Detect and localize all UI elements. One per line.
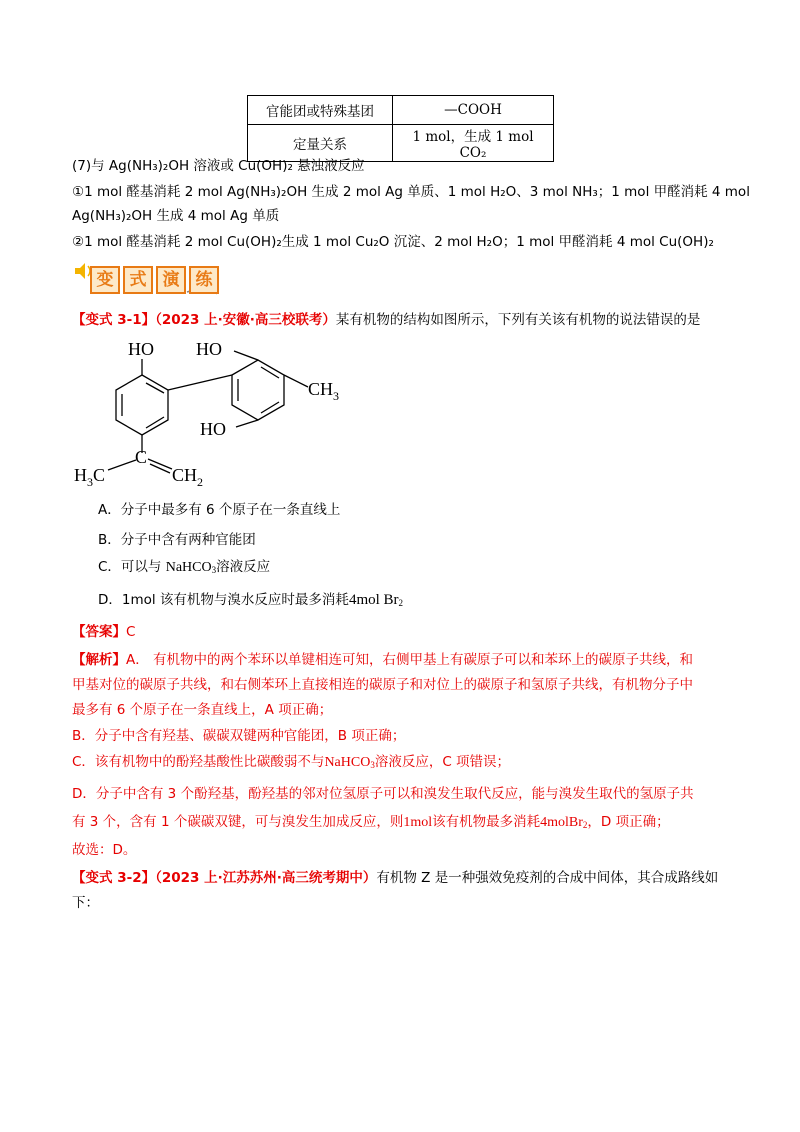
label-ch3: $CH_3$: [308, 379, 340, 403]
question-3-2-header: [72, 868, 718, 888]
option-d: D．1mol 该有机物与溴水反应时最多消耗4mol $Br_2$: [98, 592, 404, 608]
analysis-conclusion: 故选：D。: [72, 842, 137, 858]
table-cell: 官能团或特殊基团: [248, 96, 393, 125]
analysis-a-line-2: 甲基对位的碳原子共线，和右侧苯环上直接相连的碳原子和对位上的碳原子和氢原子共线，有机物分子中: [72, 677, 693, 693]
label-h3c: $H_3C$: [74, 465, 106, 489]
analysis-b: B．分子中含有羟基、碳碳双键两种官能团，B 项正确；: [72, 728, 406, 744]
answer-tag: 【答案】: [72, 624, 126, 640]
table-cell: 定量关系: [248, 125, 393, 162]
option-c: C．可以与 NaHCO$_3$溶液反应: [98, 559, 271, 575]
question-stem: 某有机物的结构如图所示，下列有关该有机物的说法错误的是: [335, 312, 701, 328]
analysis-a-line-1: 【解析】A． 有机物中的两个苯环以单键相连可知，右侧甲基上有碳原子可以和苯环上的碳原子共线，和: [72, 652, 694, 668]
answer-value: C: [126, 624, 136, 640]
question-3-1-header: [72, 310, 700, 330]
label-ho-top-left: HO: [128, 339, 154, 359]
analysis-c: C．该有机物中的酚羟基酸性比碳酸弱不与NaHCO$_3$溶液反应，C 项错误；: [72, 754, 511, 770]
label-ho-top-right: HO: [196, 339, 222, 359]
option-b: B．分子中含有两种官能团: [98, 532, 256, 548]
section-7-item-2: ②1 mol 醛基消耗 2 mol Cu(OH)₂生成 1 mol Cu₂O 沉淀、2 mol H₂O；1 mol 甲醛消耗 4 mol Cu(OH)₂: [72, 234, 714, 250]
banner-char: 练: [189, 266, 219, 294]
molecule-structure: [70, 335, 370, 495]
analysis-a-line-3: 最多有 6 个原子在一条直线上，A 项正确；: [72, 702, 333, 718]
section-7-title: (7)与 Ag(NH₃)₂OH 溶液或 Cu(OH)₂ 悬浊液反应: [72, 158, 365, 174]
table-row: [248, 96, 554, 125]
section-7-item-1a: ①1 mol 醛基消耗 2 mol Ag(NH₃)₂OH 生成 2 mol Ag 单质、1 mol H₂O、3 mol NH₃；1 mol 甲醛消耗 4 mol: [72, 184, 750, 200]
label-c: C: [135, 447, 148, 467]
question-stem: 有机物 Z 是一种强效免疫剂的合成中间体，其合成路线如: [376, 870, 719, 886]
question-tag: 【变式 3-1】: [72, 312, 156, 328]
question-source: （2023 上·江苏苏州·高三统考期中）: [155, 870, 377, 886]
table-cell: —COOH: [393, 96, 554, 125]
label-ho-bottom: HO: [200, 419, 226, 439]
analysis-d-line-2: 有 3 个，含有 1 个碳碳双键，可与溴发生加成反应，则1mol该有机物最多消耗4molBr$_2$，D 项正确；: [72, 814, 670, 830]
quantity-table: [247, 95, 554, 162]
table-cell: 1 mol，生成 1 mol CO₂: [393, 125, 554, 162]
question-3-2-stem-continued: 下：: [72, 895, 99, 911]
section-7-item-1b: Ag(NH₃)₂OH 生成 4 mol Ag 单质: [72, 208, 280, 224]
label-ch2: $CH_2$: [172, 465, 204, 489]
question-tag: 【变式 3-2】: [72, 870, 156, 886]
banner-char: 演: [156, 266, 186, 294]
banner-char: 变: [90, 266, 120, 294]
variant-practice-banner: [72, 258, 222, 298]
answer-line: [72, 622, 135, 642]
analysis-d-line-1: D．分子中含有 3 个酚羟基，酚羟基的邻对位氢原子可以和溴发生取代反应，能与溴发生取代的氢原子共: [72, 786, 694, 802]
question-source: （2023 上·安徽·高三校联考）: [155, 312, 336, 328]
banner-char: 式: [123, 266, 153, 294]
option-a: A．分子中最多有 6 个原子在一条直线上: [98, 502, 341, 518]
